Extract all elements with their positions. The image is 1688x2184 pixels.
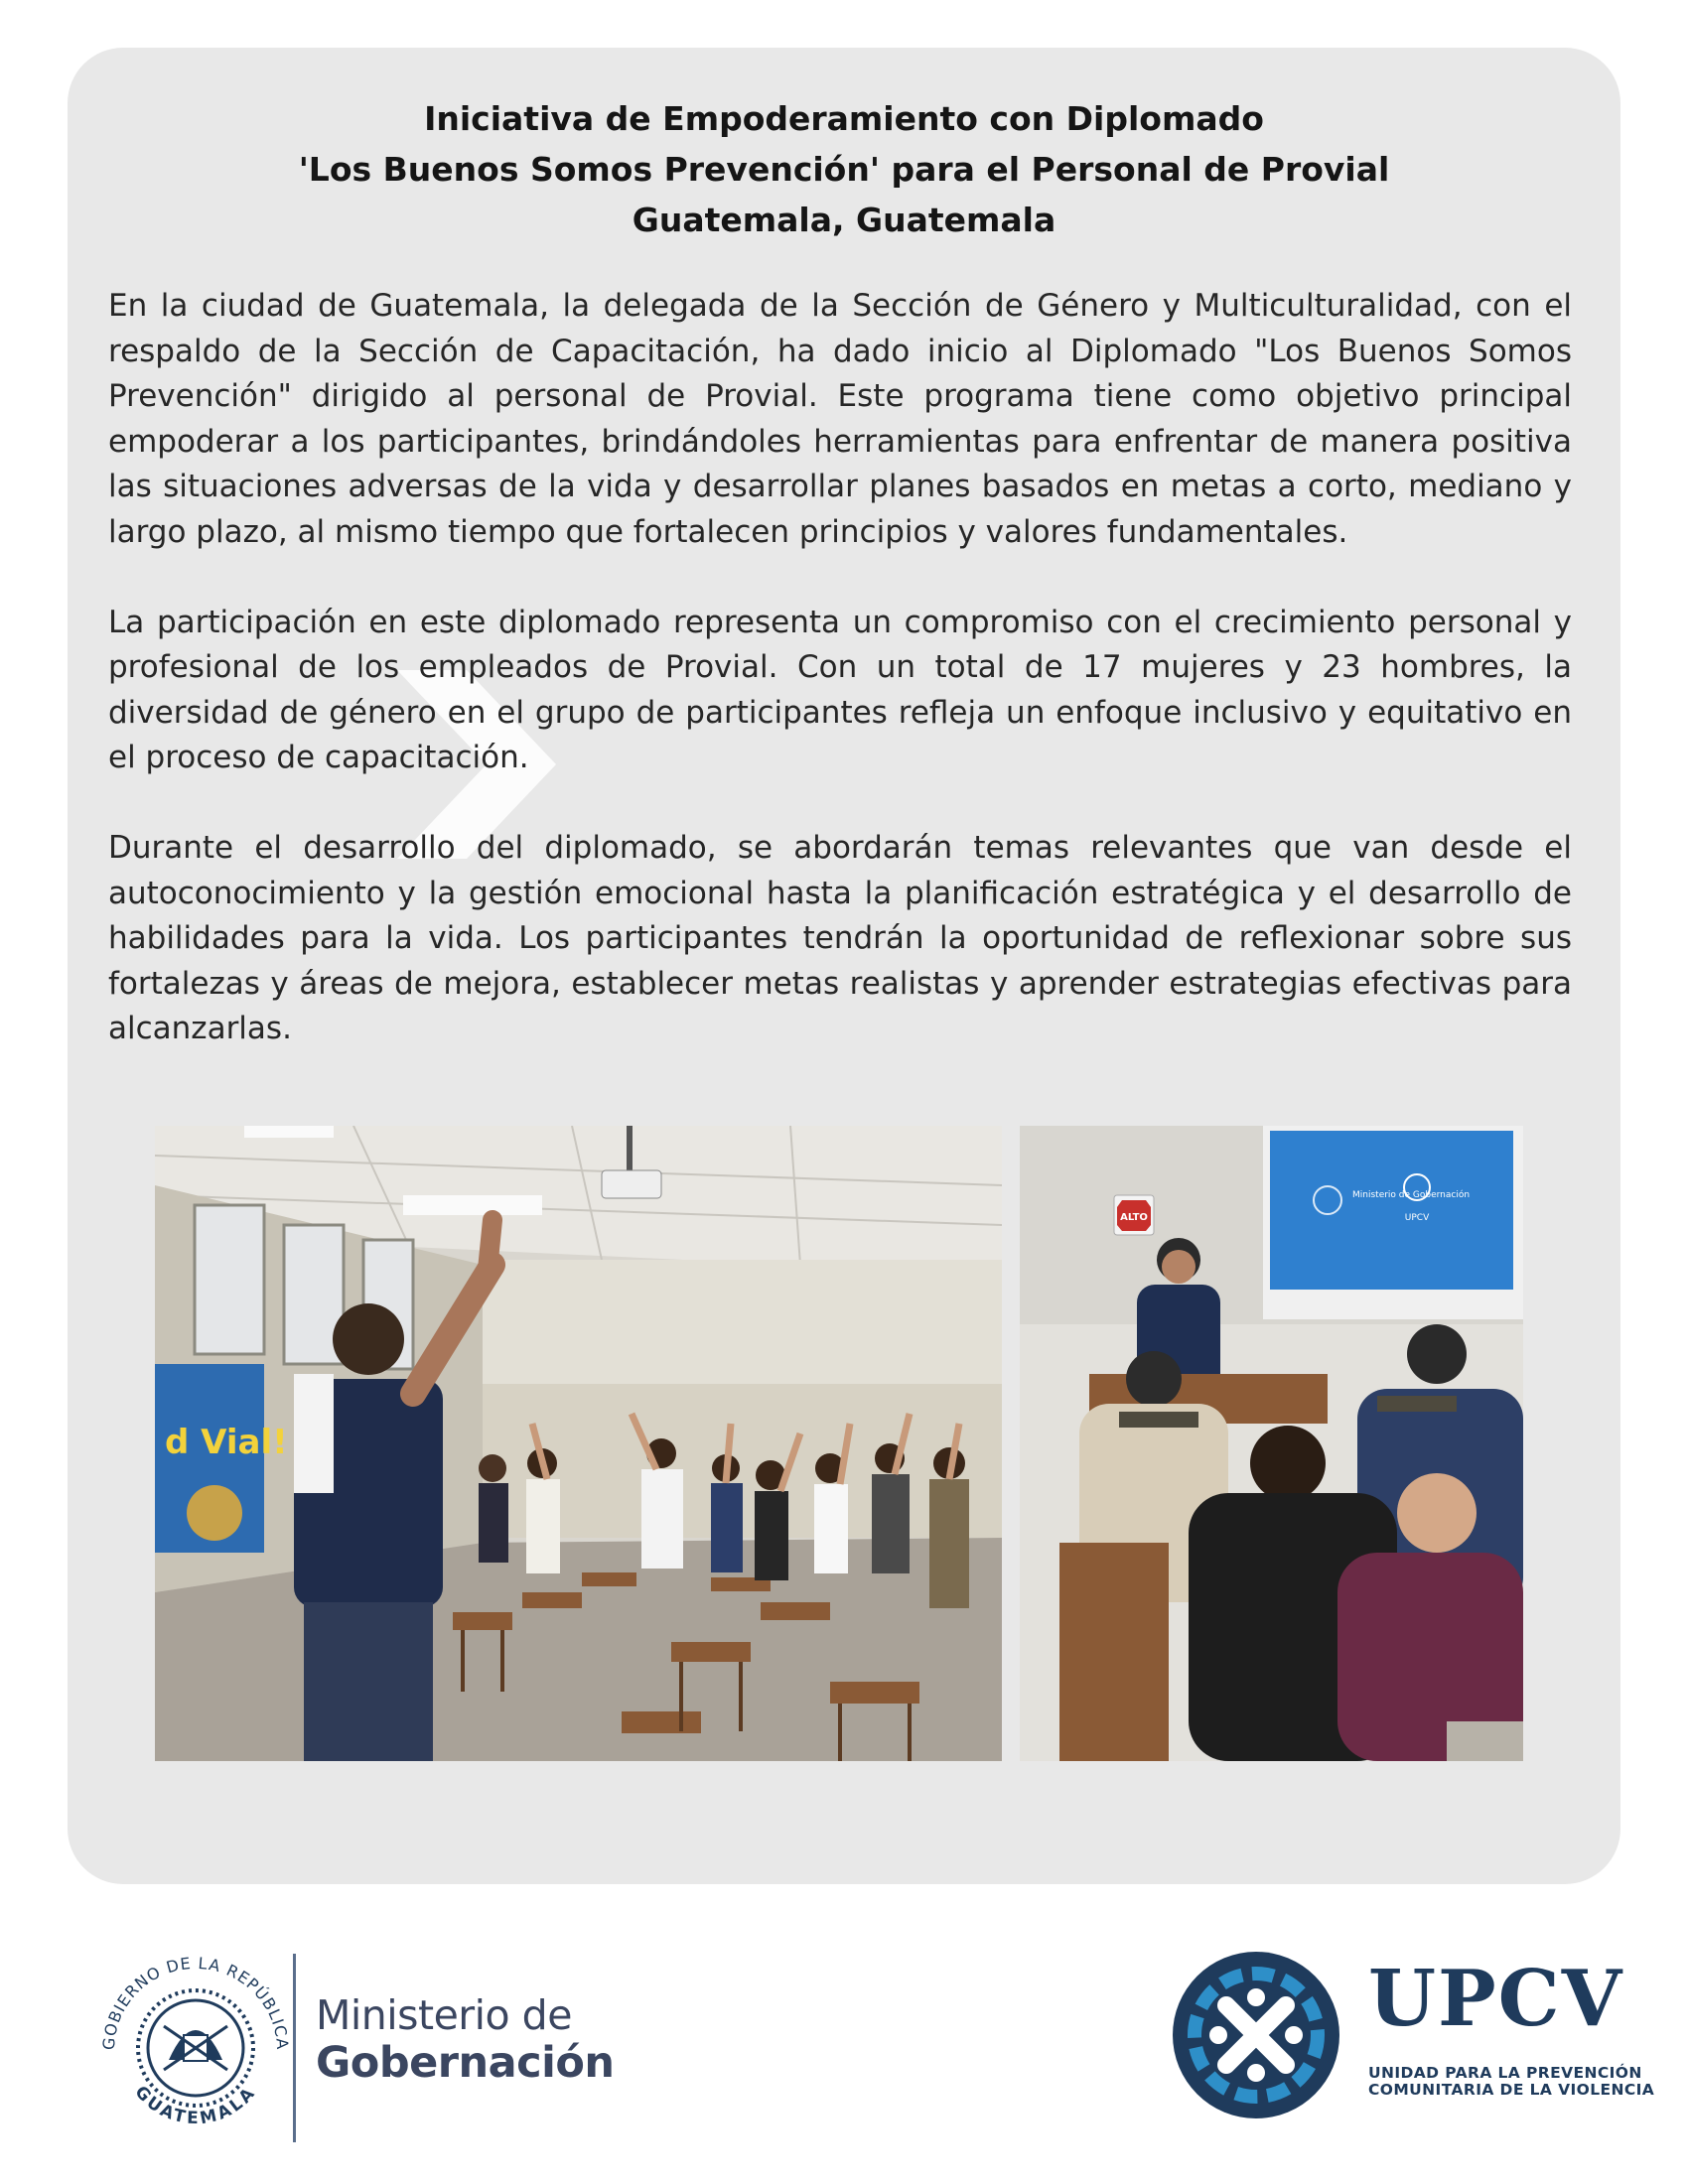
title-line-2: 'Los Buenos Somos Prevención' para el Personal de Provial [298,150,1390,189]
stop-sign-text: ALTO [1120,1212,1148,1223]
paragraph-2: La participación en este diplomado representa un compromiso con el crecimiento personal y profesional de los empleados de Provial. Con un total de 17 mujeres y 23 hombres, la diversidad de género en el grupo de participantes refleja un enfoque inclusivo y equitativo en el proceso de capacitación. [108,604,1572,775]
upcv-subtitle-line-1: UNIDAD PARA LA PREVENCIÓN [1368,2064,1642,2082]
ministerio-line-1: Ministerio de [316,1991,572,2039]
classroom-photo [155,1126,1002,1761]
paragraph-1: En la ciudad de Guatemala, la delegada de la Sección de Género y Multiculturalidad, con el respaldo de la Sección de Capacitación, ha dado inicio al Diplomado "Los Buenos Somos Prevención" dirigido al personal de Provial. Este programa tiene como objetivo principal empoderar a los participantes, brindándoles herramientas para enfrentar de manera positiva las situaciones adversas de la vida y desarrollar planes basados en metas a corto, mediano y largo plazo, al mismo tiempo que fortalecen principios y valores fundamentales. [108,288,1572,550]
upcv-subtitle [1368,2065,1654,2099]
article-body [108,284,1572,1097]
svg-text:GUATEMALA: GUATEMALA [130,2082,261,2129]
logo-divider [293,1954,296,2142]
screen-upcv-text: UPCV [1404,1213,1430,1223]
svg-text:d Vial!: d Vial! [165,1423,288,1462]
upcv-name: UPCV [1368,1954,1624,2044]
document-title [0,93,1688,245]
title-line-3: Guatemala, Guatemala [632,201,1056,239]
presentation-photo [1020,1126,1523,1761]
title-line-1: Iniciativa de Empoderamiento con Diplomado [424,99,1264,138]
ministerio-line-2: Gobernación [316,2038,615,2088]
svg-text:GOBIERNO DE LA REPÚBLICA: GOBIERNO DE LA REPÚBLICA [98,1953,293,2051]
screen-ministerio-text: Ministerio de Gobernación [1352,1190,1471,1200]
upcv-subtitle-line-2: COMUNITARIA DE LA VIOLENCIA [1368,2081,1655,2099]
paragraph-3: Durante el desarrollo del diplomado, se abordarán temas relevantes que van desde el autoconocimiento y la gestión emocional hasta la planificación estratégica y el desarrollo de habilidades para la vida. Los participantes tendrán la oportunidad de reflexionar sobre sus fortalezas y áreas de mejora, establecer metas realistas y aprender estrategias efectivas para alcanzarlas. [108,830,1572,1046]
